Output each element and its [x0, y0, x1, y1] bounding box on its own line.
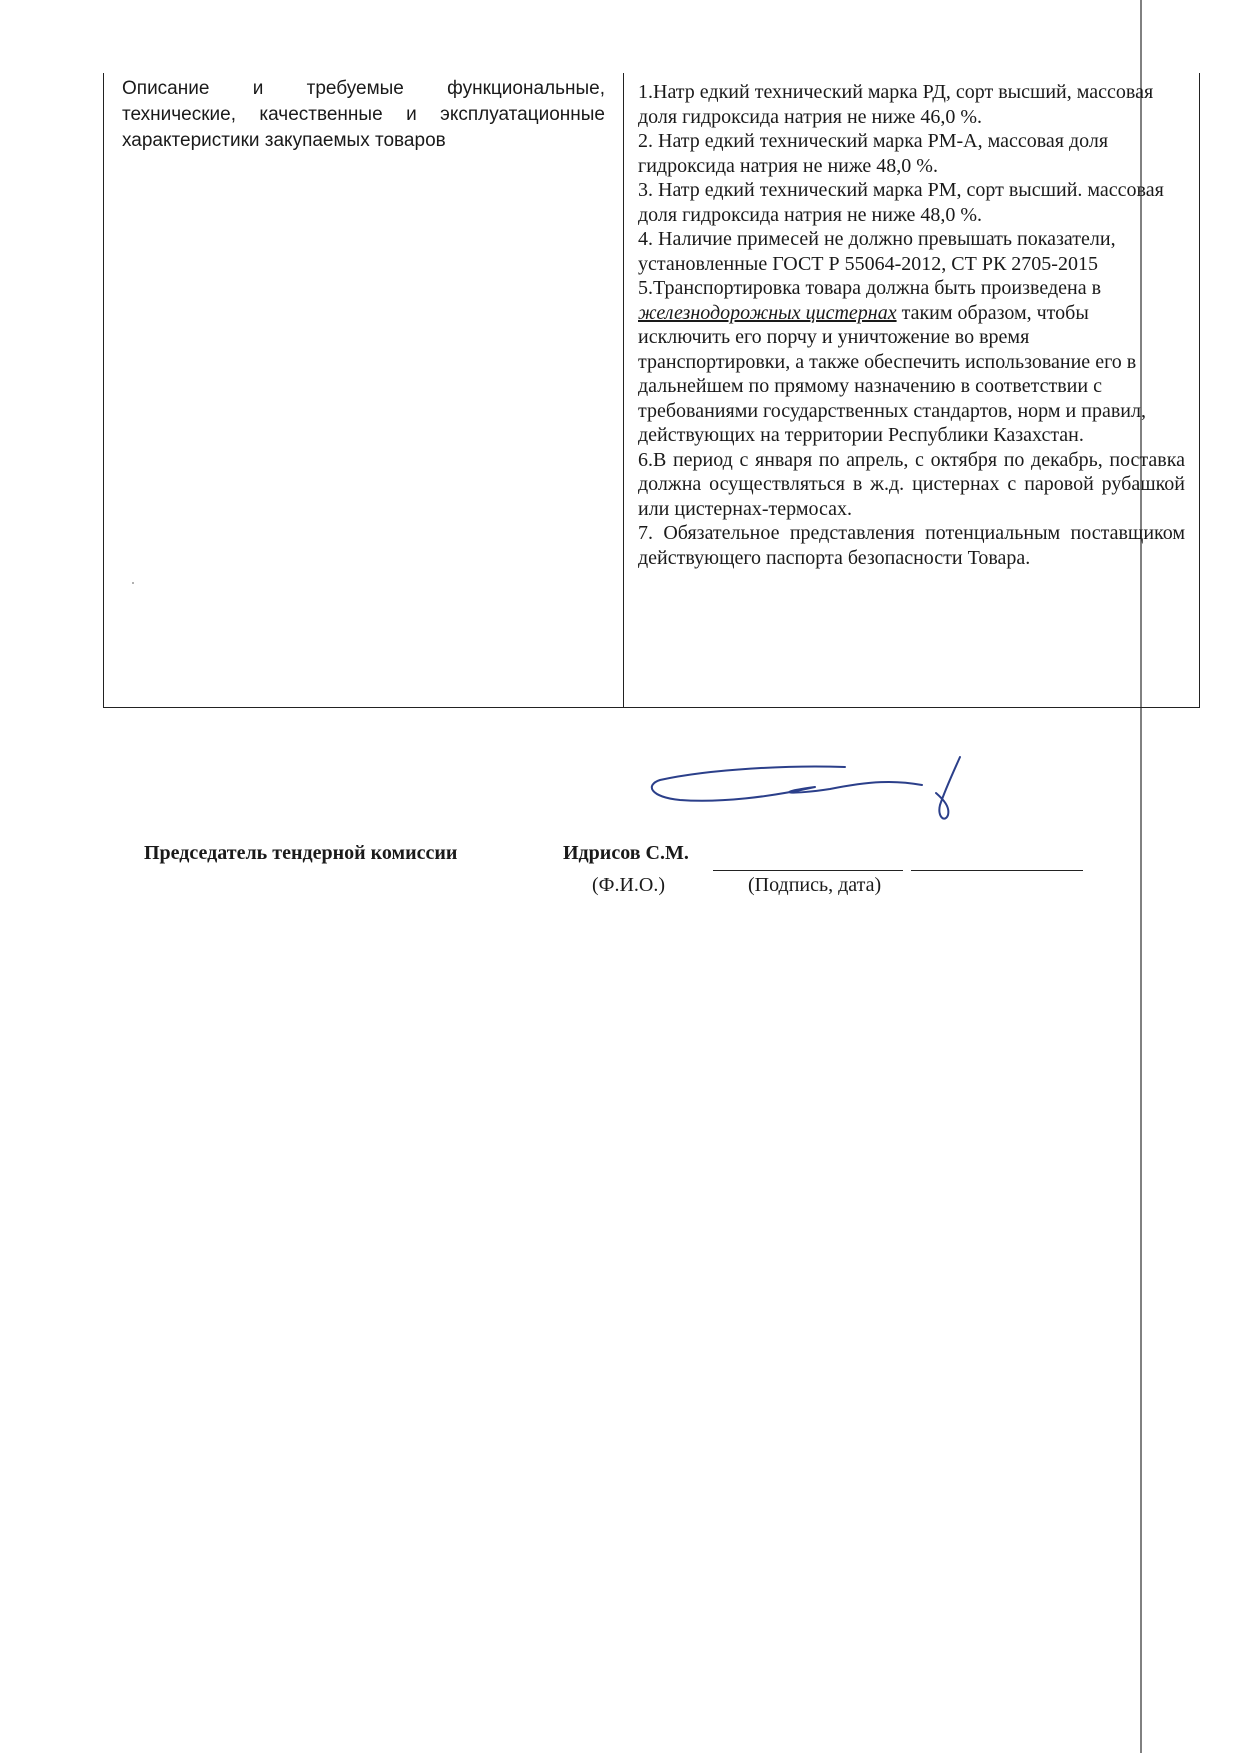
requirement-item-2: 2. Натр едкий технический марка РМ-А, массовая доля гидроксида натрия не ниже 48,0 %. — [638, 130, 1109, 177]
fio-caption: (Ф.И.О.) — [592, 874, 666, 896]
requirement-item-6: 6.В период с января по апрель, с октября по декабрь, поставка должна осуществляться в ж.д. цистернах с паровой рубашкой или цистернах-термосах. — [638, 448, 1185, 520]
requirement-item-3: 3. Натр едкий технический марка РМ, сорт высший. массовая доля гидроксида натрия не ниже 48,0 %. — [638, 179, 1164, 226]
requirement-item-5-start: 5.Транспортировка товара должна быть произведена в — [638, 277, 1102, 299]
signatory-name: Идрисов С.М. — [563, 842, 689, 864]
signature-line — [713, 870, 903, 871]
signatory-role: Председатель тендерной комиссии — [144, 842, 458, 864]
requirement-item-4: 4. Наличие примесей не должно превышать показатели, установленные ГОСТ Р 55064-2012, СТ РК 2705-2015 — [638, 228, 1116, 275]
requirement-item-1: 1.Натр едкий технический марка РД, сорт высший, массовая доля гидроксида натрия не ниже 46,0 %. — [638, 81, 1154, 128]
requirement-item-5-end: таким образом, чтобы исключить его порчу и уничтожение во время транспортировки, а также обеспечить использование его в дальнейшем по прямому назначению в соответствии с требованиями государственных стандартов, норм и правил, действующих на территории Республики Казахстан. — [638, 301, 1146, 446]
requirement-item-7: 7. Обязательное представления потенциальным поставщиком действующего паспорта безопасности Товара. — [638, 522, 1185, 569]
handwritten-signature — [640, 745, 980, 835]
signature-date-caption: (Подпись, дата) — [748, 874, 882, 896]
requirement-item-5 — [638, 276, 1185, 448]
date-line — [911, 870, 1083, 871]
table-cell-requirements — [624, 73, 1199, 707]
table-cell-label: Описание и требуемые функциональные, технические, качественные и эксплуатационные характеристики закупаемых товаров — [104, 73, 624, 707]
specification-table — [103, 73, 1200, 708]
requirement-item-5-emphasis: железнодорожных цистернах — [638, 301, 897, 324]
